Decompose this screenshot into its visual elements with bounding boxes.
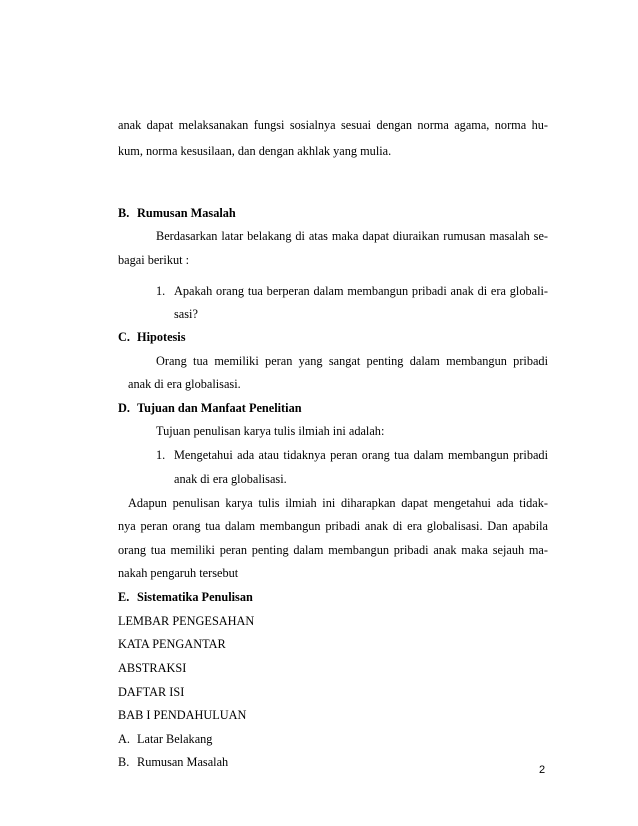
section-c-para-line-1: Orang tua memiliki peran yang sangat penting dalam membangun pribadi	[156, 354, 548, 368]
section-d-number: D.	[118, 401, 130, 415]
toc-sub-item-number: B.	[118, 755, 130, 769]
section-d-item-1-line-1	[156, 448, 548, 463]
section-d-para-2-line-3: orang tua memiliki peran penting dalam membangun pribadi anak maka sejauh ma-	[118, 543, 548, 557]
section-d-heading	[118, 401, 302, 416]
section-b-item-1-number: 1.	[156, 284, 166, 298]
page-number: 2	[539, 764, 546, 776]
toc-item: BAB I PENDAHULUAN	[118, 708, 247, 722]
toc-item: ABSTRAKSI	[118, 661, 187, 675]
section-c-heading	[118, 330, 186, 345]
toc-item: LEMBAR PENGESAHAN	[118, 614, 255, 628]
section-d-para-2-line-4: nakah pengaruh tersebut	[118, 566, 239, 580]
section-d-item-1-text: Mengetahui ada atau tidaknya peran orang tua dalam membangun pribadi	[174, 448, 548, 462]
toc-sub-item-label: Rumusan Masalah	[137, 755, 229, 769]
section-d-item-1-number: 1.	[156, 448, 166, 462]
section-c-title: Hipotesis	[137, 330, 186, 344]
section-b-title: Rumusan Masalah	[137, 206, 236, 220]
section-b-item-1-line-1	[156, 284, 548, 299]
section-b-number: B.	[118, 206, 130, 220]
section-b-item-1-line-2: sasi?	[174, 307, 198, 321]
section-c-number: C.	[118, 330, 130, 344]
toc-sub-item	[118, 755, 228, 770]
section-b-para-line-2: bagai berikut :	[118, 253, 190, 267]
section-d-para-line-1: Tujuan penulisan karya tulis ilmiah ini adalah:	[156, 424, 385, 438]
section-b-para-line-1: Berdasarkan latar belakang di atas maka dapat diuraikan rumusan masalah se-	[156, 229, 548, 243]
toc-item: DAFTAR ISI	[118, 685, 185, 699]
toc-sub-item-number: A.	[118, 732, 130, 746]
section-d-para-2-line-1: Adapun penulisan karya tulis ilmiah ini diharapkan dapat mengetahui ada tidak-	[128, 496, 548, 510]
toc-item: KATA PENGANTAR	[118, 637, 226, 651]
toc-sub-item-label: Latar Belakang	[137, 732, 213, 746]
section-d-title: Tujuan dan Manfaat Penelitian	[137, 401, 302, 415]
section-c-para-line-2: anak di era globalisasi.	[128, 377, 241, 391]
section-e-heading	[118, 590, 253, 605]
section-d-item-1-line-2: anak di era globalisasi.	[174, 472, 287, 486]
section-e-number: E.	[118, 590, 130, 604]
toc-sub-item	[118, 732, 212, 747]
section-e-title: Sistematika Penulisan	[137, 590, 253, 604]
intro-line-1: anak dapat melaksanakan fungsi sosialnya sesuai dengan norma agama, norma hu-	[118, 118, 548, 132]
section-b-item-1-text: Apakah orang tua berperan dalam membangun pribadi anak di era globali-	[174, 284, 548, 298]
section-d-para-2-line-2: nya peran orang tua dalam membangun pribadi anak di era globalisasi. Dan apabila	[118, 519, 548, 533]
section-b-heading	[118, 206, 236, 221]
intro-line-2: kum, norma kesusilaan, dan dengan akhlak yang mulia.	[118, 144, 392, 158]
